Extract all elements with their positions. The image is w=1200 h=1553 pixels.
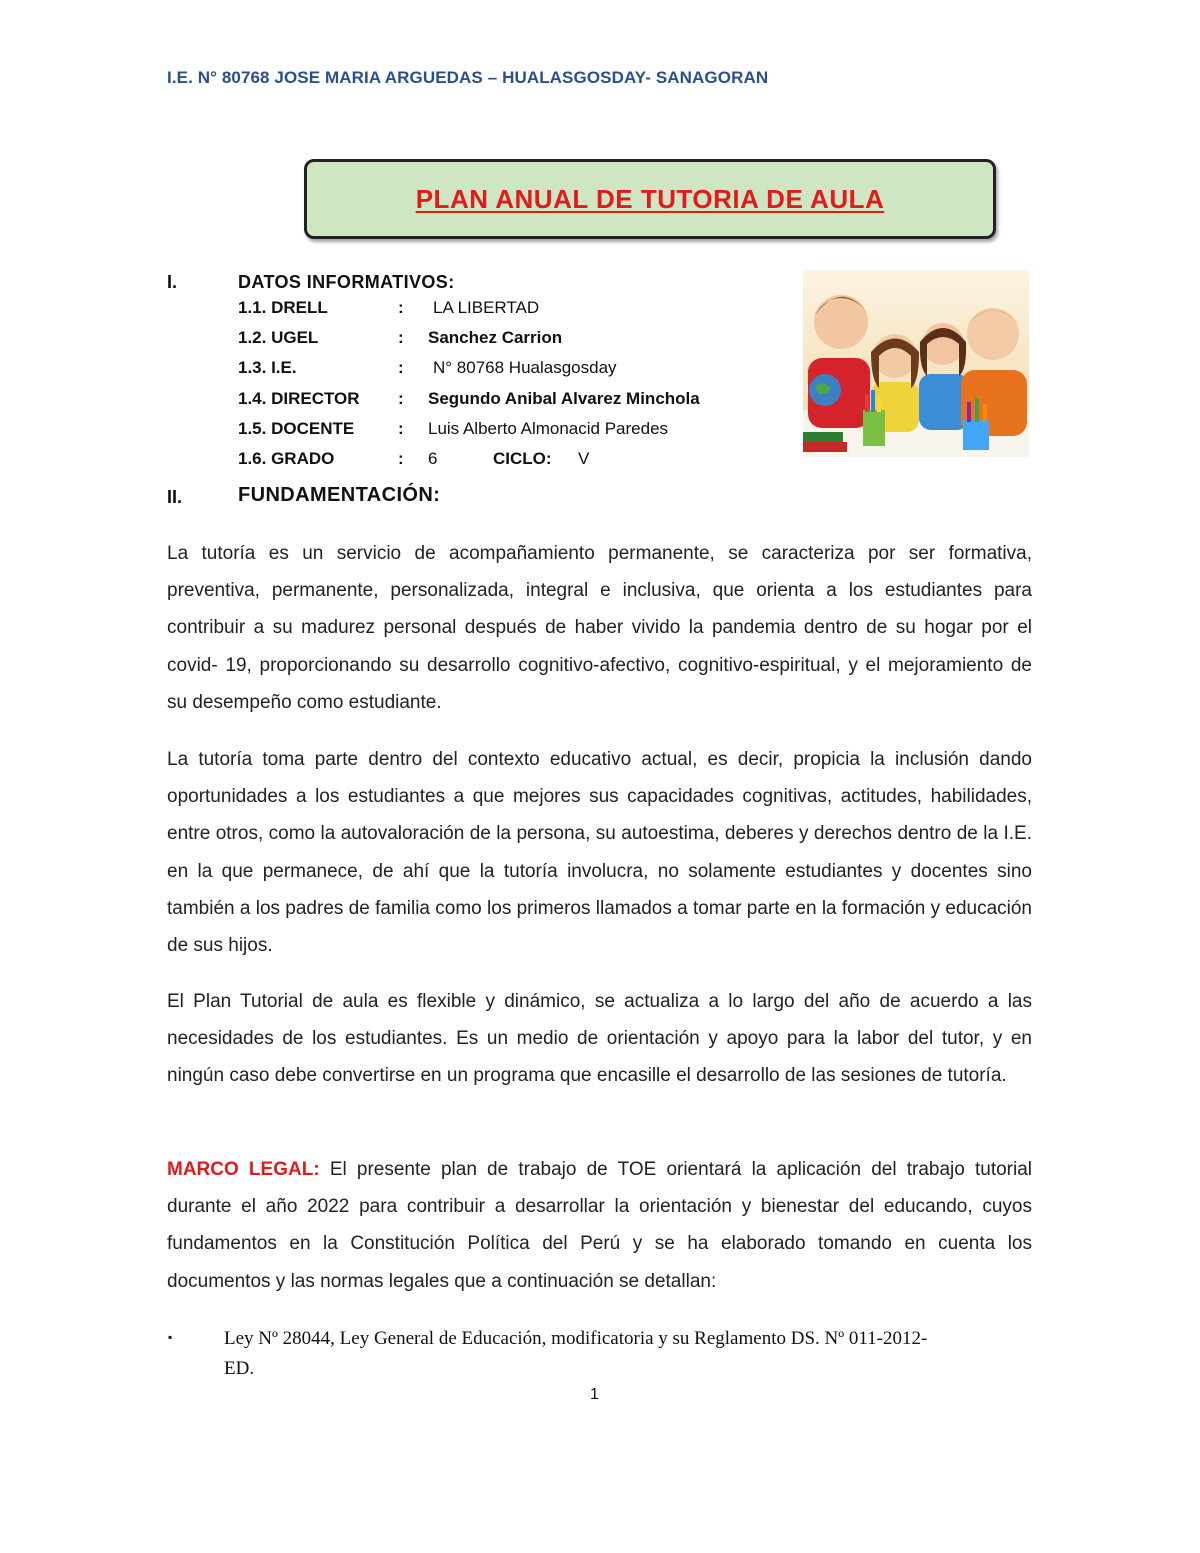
- page-number: 1: [590, 1386, 599, 1403]
- paragraph-3: El Plan Tutorial de aula es flexible y dinámico, se actualiza a lo largo del año de acuerdo a las necesidades de los estudiantes. Es un medio de orientación y apoyo para la labor del tutor, y en ningún caso debe convertirse en un programa que encasille el desarrollo de las sesiones de tutoría.: [167, 991, 1032, 1087]
- bullet-icon: ▪: [168, 1330, 173, 1344]
- info-value: LA LIBERTAD: [433, 298, 540, 317]
- info-label: 1.5. DOCENTE: [238, 419, 355, 438]
- children-classroom-photo: [803, 270, 1029, 457]
- info-colon: :: [398, 358, 404, 377]
- info-colon: :: [398, 328, 404, 347]
- document-title: PLAN ANUAL DE TUTORIA DE AULA: [415, 183, 885, 214]
- info-value: N° 80768 Hualasgosday: [433, 358, 617, 377]
- info-label: 1.4. DIRECTOR: [238, 389, 360, 408]
- school-header: I.E. N° 80768 JOSE MARIA ARGUEDAS – HUALASGOSDAY- SANAGORAN: [167, 68, 769, 87]
- info-label: 1.3. I.E.: [238, 358, 297, 377]
- info-value: Segundo Anibal Alvarez Minchola: [428, 389, 700, 408]
- section-2-title: FUNDAMENTACIÓN:: [238, 484, 441, 506]
- ciclo-label: CICLO:: [493, 449, 552, 468]
- info-colon: :: [398, 298, 404, 317]
- title-box: [304, 159, 996, 239]
- marco-legal-paragraph: [167, 1151, 1032, 1300]
- paragraph-2: La tutoría toma parte dentro del contexto educativo actual, es decir, propicia la inclusión dando oportunidades a los estudiantes a que mejores sus capacidades cognitivas, actitudes, habilidades, entre otros, como la autovaloración de la persona, su autoestima, deberes y derechos dentro de la I.E. en la que permanece, de ahí que la tutoría involucra, no solamente estudiantes y docentes sino también a los padres de familia como los primeros llamados a tomar parte en la formación y educación de sus hijos.: [167, 749, 1032, 957]
- section-1-number: I.: [167, 272, 178, 292]
- ciclo-value: V: [578, 449, 590, 468]
- marco-legal-label: MARCO LEGAL:: [167, 1159, 320, 1180]
- info-colon: :: [398, 389, 404, 408]
- paragraph-1: La tutoría es un servicio de acompañamiento permanente, se caracteriza por ser formativa, preventiva, permanente, personalizada, integral e inclusiva, que orienta a los estudiantes para contribuir a su madurez personal después de haber vivido la pandemia dentro de su hogar por el covid- 19, proporcionando su desarrollo cognitivo-afectivo, cognitivo-espiritual, y el mejoramiento de su desempeño como estudiante.: [167, 543, 1032, 713]
- info-value: Luis Alberto Almonacid Paredes: [428, 419, 669, 438]
- children-illustration: [803, 270, 1029, 457]
- info-label: 1.2. UGEL: [238, 328, 319, 347]
- info-value: Sanchez Carrion: [428, 328, 563, 347]
- info-label: 1.1. DRELL: [238, 298, 328, 317]
- marco-legal-text: El presente plan de trabajo de TOE orientará la aplicación del trabajo tutorial durante el año 2022 para contribuir a desarrollar la orientación y bienestar del educando, cuyos fundamentos en la Constitución Política del Perú y se ha elaborado tomando en cuenta los documentos y las normas legales que a continuación se detallan:: [167, 1159, 1032, 1292]
- info-colon: :: [398, 449, 404, 468]
- law-item: Ley Nº 28044, Ley General de Educación, modificatoria y su Reglamento DS. Nº 011-2012-ED.: [224, 1328, 928, 1379]
- section-2-number: II.: [167, 487, 183, 507]
- info-label: 1.6. GRADO: [238, 449, 335, 468]
- info-colon: :: [398, 419, 404, 438]
- section-1-title: DATOS INFORMATIVOS:: [238, 272, 455, 292]
- info-value: 6: [428, 449, 438, 468]
